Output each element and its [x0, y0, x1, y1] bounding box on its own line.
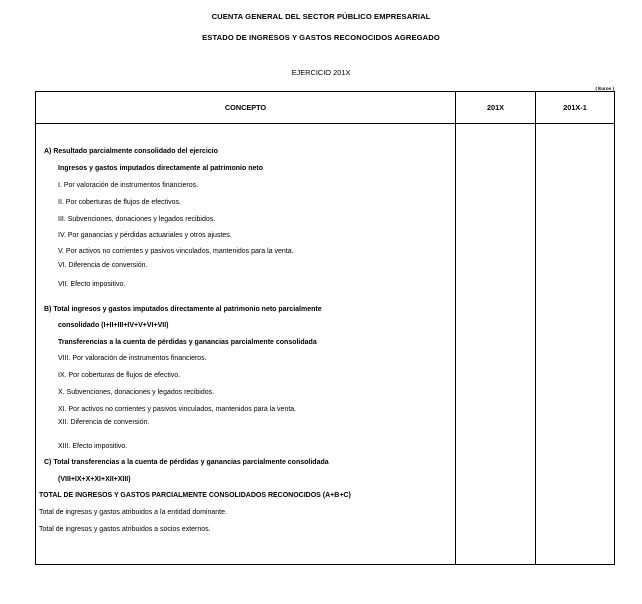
- table-row: IX. Por coberturas de flujos de efectivo.: [58, 372, 181, 379]
- document-title: CUENTA GENERAL DEL SECTOR PÚBLICO EMPRESARIAL: [211, 12, 431, 21]
- table-row: Ingresos y gastos imputados directamente al patrimonio neto: [58, 165, 263, 172]
- header-concept: CONCEPTO: [224, 103, 267, 112]
- column-divider: [455, 92, 456, 564]
- table-row: Transferencias a la cuenta de pérdidas y ganancias parcialmente consolidada: [58, 339, 317, 346]
- table-row: consolidado (I+II+III+IV+V+VI+VII): [58, 322, 169, 329]
- table-row: B) Total ingresos y gastos imputados directamente al patrimonio neto parcialmente: [44, 306, 322, 313]
- table-row: VI. Diferencia de conversión.: [58, 262, 148, 269]
- statement-table: [35, 91, 615, 565]
- header-prev-year: 201X-1: [563, 103, 587, 112]
- exercise-label: EJERCICIO 201X: [291, 68, 351, 77]
- table-row: (VIII+IX+X+XI+XII+XIII): [58, 476, 131, 483]
- table-row: C) Total transferencias a la cuenta de pérdidas y ganancias parcialmente consolidada: [44, 459, 329, 466]
- table-row: II. Por coberturas de flujos de efectivos.: [58, 199, 181, 206]
- table-row: V. Por activos no corrientes y pasivos vinculados, mantenidos para la venta.: [58, 248, 294, 255]
- header-year: 201X: [486, 103, 505, 112]
- table-row: Total de ingresos y gastos atribuidos a la entidad dominante.: [39, 509, 227, 516]
- column-divider: [535, 92, 536, 564]
- table-row: XII. Diferencia de conversión.: [58, 419, 150, 426]
- table-row: XIII. Efecto impositivo.: [58, 443, 128, 450]
- units-label: ( Euros ): [595, 86, 614, 91]
- table-row: TOTAL DE INGRESOS Y GASTOS PARCIALMENTE CONSOLIDADOS RECONOCIDOS (A+B+C): [39, 492, 351, 499]
- table-row: IV. Por ganancias y pérdidas actuariales y otros ajustes.: [58, 232, 232, 239]
- table-row: VII. Efecto impositivo.: [58, 281, 126, 288]
- table-row: A) Resultado parcialmente consolidado del ejercicio: [44, 148, 218, 155]
- table-row: Total de ingresos y gastos atribuidos a socios externos.: [39, 526, 211, 533]
- table-row: III. Subvenciones, donaciones y legados recibidos.: [58, 216, 216, 223]
- table-row: XI. Por activos no corrientes y pasivos vinculados, mantenidos para la venta.: [58, 406, 297, 413]
- statement-title: ESTADO DE INGRESOS Y GASTOS RECONOCIDOS AGREGADO: [202, 33, 440, 42]
- table-row: X. Subvenciones, donaciones y legados recibidos.: [58, 389, 215, 396]
- table-row: I. Por valoración de instrumentos financieros.: [58, 182, 199, 189]
- table-row: VIII. Por valoración de instrumentos financieros.: [58, 355, 207, 362]
